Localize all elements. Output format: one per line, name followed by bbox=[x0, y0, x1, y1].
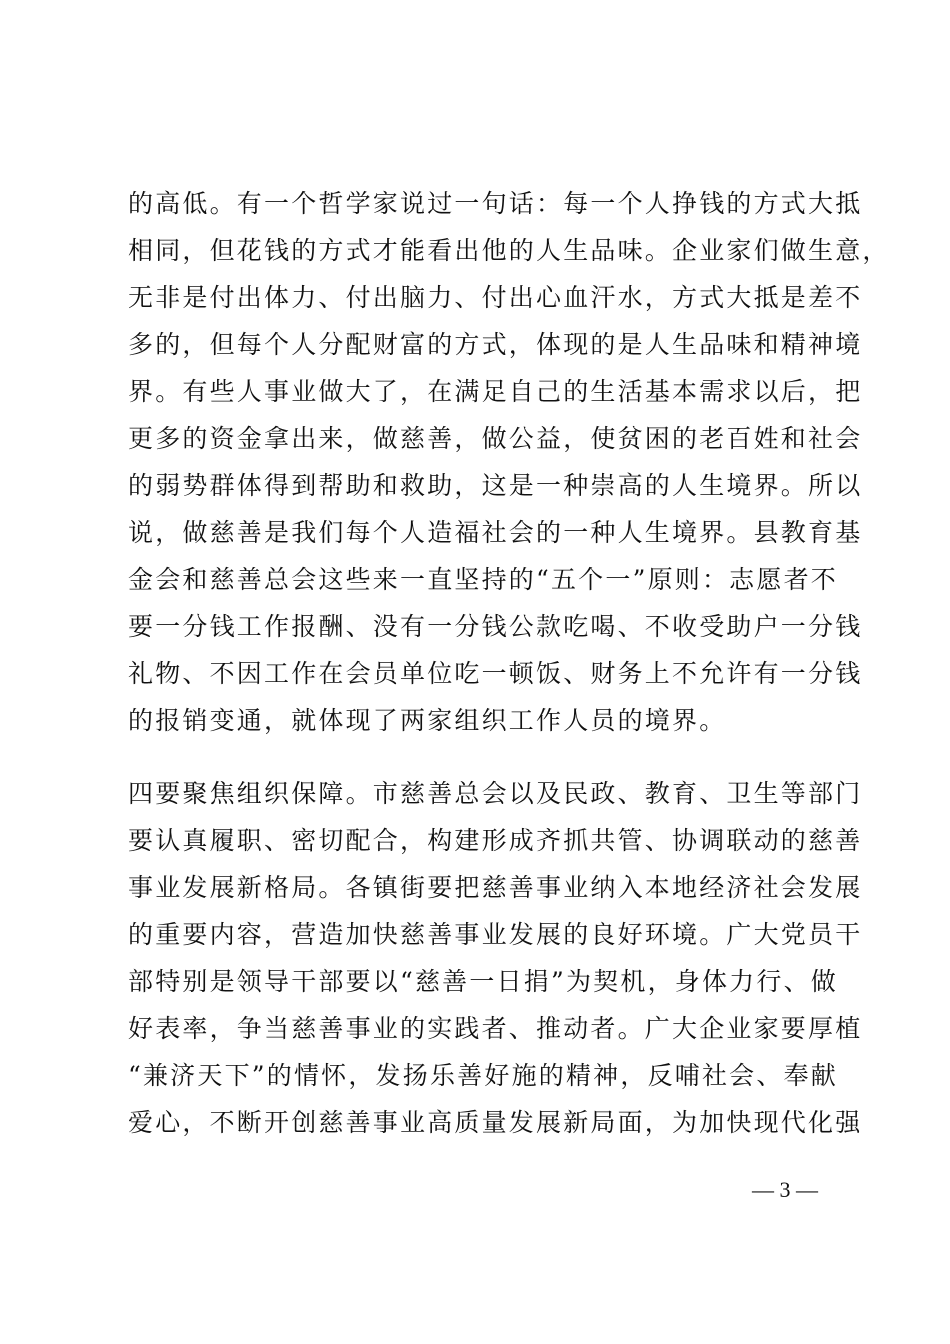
text-line: 要一分钱工作报酬、没有一分钱公款吃喝、不收受助户一分钱 bbox=[128, 612, 863, 641]
paragraph-2 bbox=[128, 770, 863, 1146]
text-line: 的高低。有一个哲学家说过一句话：每一个人挣钱的方式大抵 bbox=[128, 189, 863, 218]
paragraph-1 bbox=[128, 180, 890, 744]
text-line: 事业发展新格局。各镇街要把慈善事业纳入本地经济社会发展 bbox=[128, 873, 863, 902]
text-line: “兼济天下”的情怀，发扬乐善好施的精神，反哺社会、奉献 bbox=[128, 1061, 838, 1090]
text-line: 金会和慈善总会这些来一直坚持的“五个一”原则：志愿者不 bbox=[128, 565, 838, 594]
paragraph-gap bbox=[128, 744, 838, 770]
text-line: 部特别是领导干部要以“慈善一日捐”为契机，身体力行、做 bbox=[128, 967, 838, 996]
text-line: 多的，但每个人分配财富的方式，体现的是人生品味和精神境 bbox=[128, 330, 863, 359]
page-number: — 3 — bbox=[752, 1177, 818, 1202]
text-line: 好表率，争当慈善事业的实践者、推动者。广大企业家要厚植 bbox=[128, 1014, 863, 1043]
text-line: 说，做慈善是我们每个人造福社会的一种人生境界。县教育基 bbox=[128, 518, 863, 547]
text-line: 界。有些人事业做大了，在满足自己的生活基本需求以后，把 bbox=[128, 377, 863, 406]
text-line: 爱心，不断开创慈善事业高质量发展新局面，为加快现代化强 bbox=[128, 1108, 863, 1137]
text-line: 更多的资金拿出来，做慈善，做公益，使贫困的老百姓和社会 bbox=[128, 424, 863, 453]
text-line: 的报销变通，就体现了两家组织工作人员的境界。 bbox=[128, 706, 727, 735]
text-line: 相同，但花钱的方式才能看出他的人生品味。企业家们做生意， bbox=[128, 236, 890, 265]
text-line: 四要聚焦组织保障。市慈善总会以及民政、教育、卫生等部门 bbox=[128, 779, 863, 808]
text-line: 要认真履职、密切配合，构建形成齐抓共管、协调联动的慈善 bbox=[128, 826, 863, 855]
text-line: 的弱势群体得到帮助和救助，这是一种崇高的人生境界。所以 bbox=[128, 471, 863, 500]
text-line: 的重要内容，营造加快慈善事业发展的良好环境。广大党员干 bbox=[128, 920, 863, 949]
text-line: 礼物、不因工作在会员单位吃一顿饭、财务上不允许有一分钱 bbox=[128, 659, 863, 688]
body-text bbox=[128, 180, 890, 1146]
text-line: 无非是付出体力、付出脑力、付出心血汗水，方式大抵是差不 bbox=[128, 283, 863, 312]
